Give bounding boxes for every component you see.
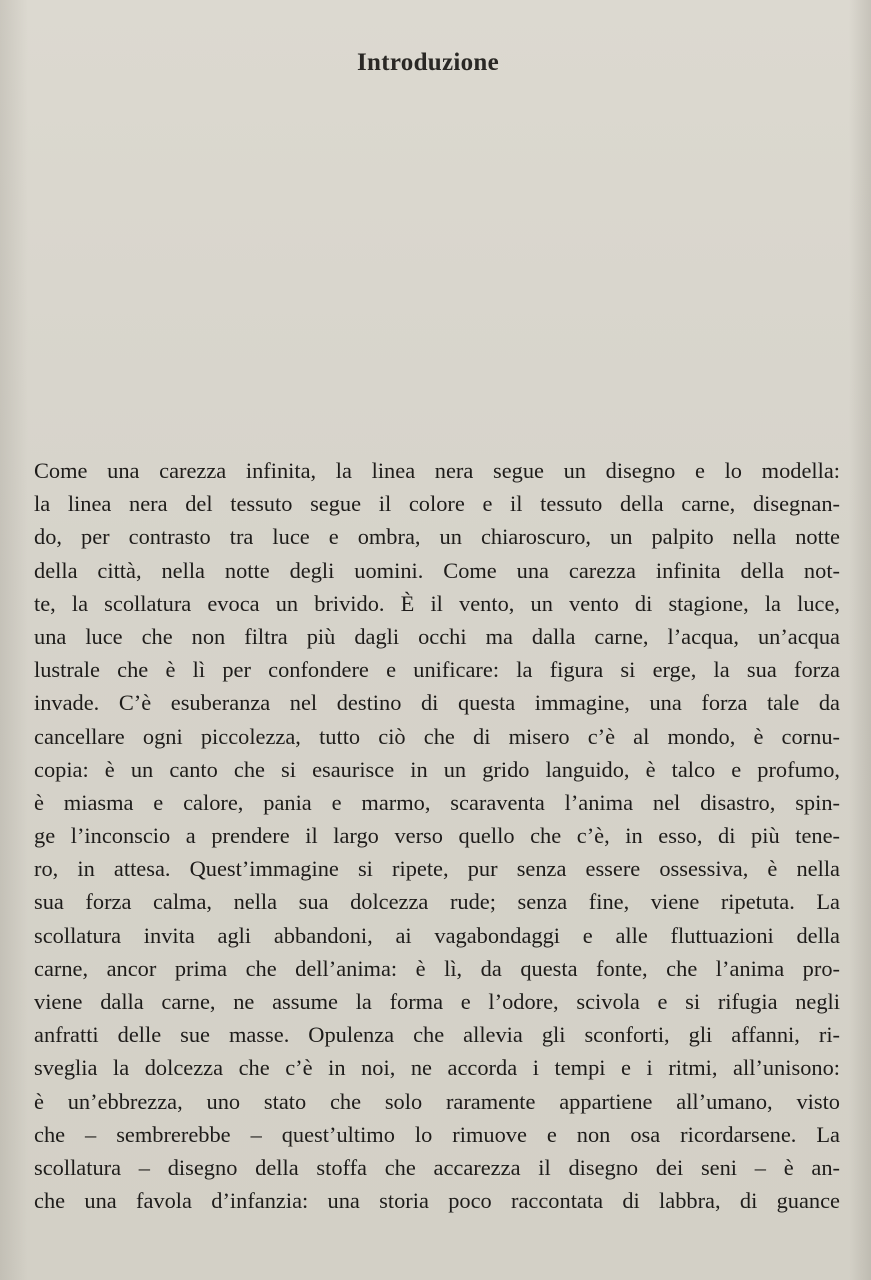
page-edge-shadow <box>849 0 871 1280</box>
text-line: una luce che non filtra più dagli occhi ma dalla carne, l’acqua, un’acqua <box>34 623 840 649</box>
text-line: lustrale che è lì per confondere e unificare: la figura si erge, la sua forza <box>34 657 840 683</box>
text-line: do, per contrasto tra luce e ombra, un chiaroscuro, un palpito nella notte <box>34 524 840 550</box>
text-line: scollatura – disegno della stoffa che accarezza il disegno dei seni – è an- <box>34 1154 840 1180</box>
text-line: sveglia la dolcezza che c’è in noi, ne accorda i tempi e i ritmi, all’unisono: <box>34 1055 840 1081</box>
text-line: carne, ancor prima che dell’anima: è lì, da questa fonte, che l’anima pro- <box>34 955 840 981</box>
text-line: invade. C’è esuberanza nel destino di questa immagine, una forza tale da <box>34 690 840 716</box>
text-line: della città, nella notte degli uomini. Come una carezza infinita della not- <box>34 557 840 583</box>
page-gutter-shadow <box>0 0 28 1280</box>
text-line: che una favola d’infanzia: una storia poco raccontata di labbra, di guance <box>34 1188 840 1214</box>
text-line: sua forza calma, nella sua dolcezza rude; senza fine, viene ripetuta. La <box>34 889 840 915</box>
text-line: la linea nera del tessuto segue il colore e il tessuto della carne, disegnan- <box>34 491 840 517</box>
text-line: è miasma e calore, pania e marmo, scaraventa l’anima nel disastro, spin- <box>34 789 840 815</box>
text-line: ge l’inconscio a prendere il largo verso quello che c’è, in esso, di più tene- <box>34 823 840 849</box>
body-paragraph <box>34 454 840 1217</box>
text-line: copia: è un canto che si esaurisce in un grido languido, è talco e profumo, <box>34 756 840 782</box>
text-line: Come una carezza infinita, la linea nera segue un disegno e lo modella: <box>34 458 840 483</box>
text-line: viene dalla carne, ne assume la forma e l’odore, scivola e si rifugia negli <box>34 989 840 1014</box>
text-line: è un’ebbrezza, uno stato che solo raramente appartiene all’umano, visto <box>34 1088 840 1114</box>
text-line: anfratti delle sue masse. Opulenza che allevia gli sconforti, gli affanni, ri- <box>34 1022 840 1048</box>
text-line: scollatura invita agli abbandoni, ai vagabondaggi e alle fluttuazioni della <box>34 922 840 948</box>
text-line: cancellare ogni piccolezza, tutto ciò che di misero c’è al mondo, è cornu- <box>34 723 840 749</box>
text-line: te, la scollatura evoca un brivido. È il vento, un vento di stagione, la luce, <box>34 590 840 616</box>
text-line: ro, in attesa. Quest’immagine si ripete, pur senza essere ossessiva, è nella <box>34 856 840 882</box>
text-line: che – sembrerebbe – quest’ultimo lo rimuove e non osa ricordarsene. La <box>34 1121 840 1147</box>
chapter-title: Introduzione <box>356 48 500 76</box>
